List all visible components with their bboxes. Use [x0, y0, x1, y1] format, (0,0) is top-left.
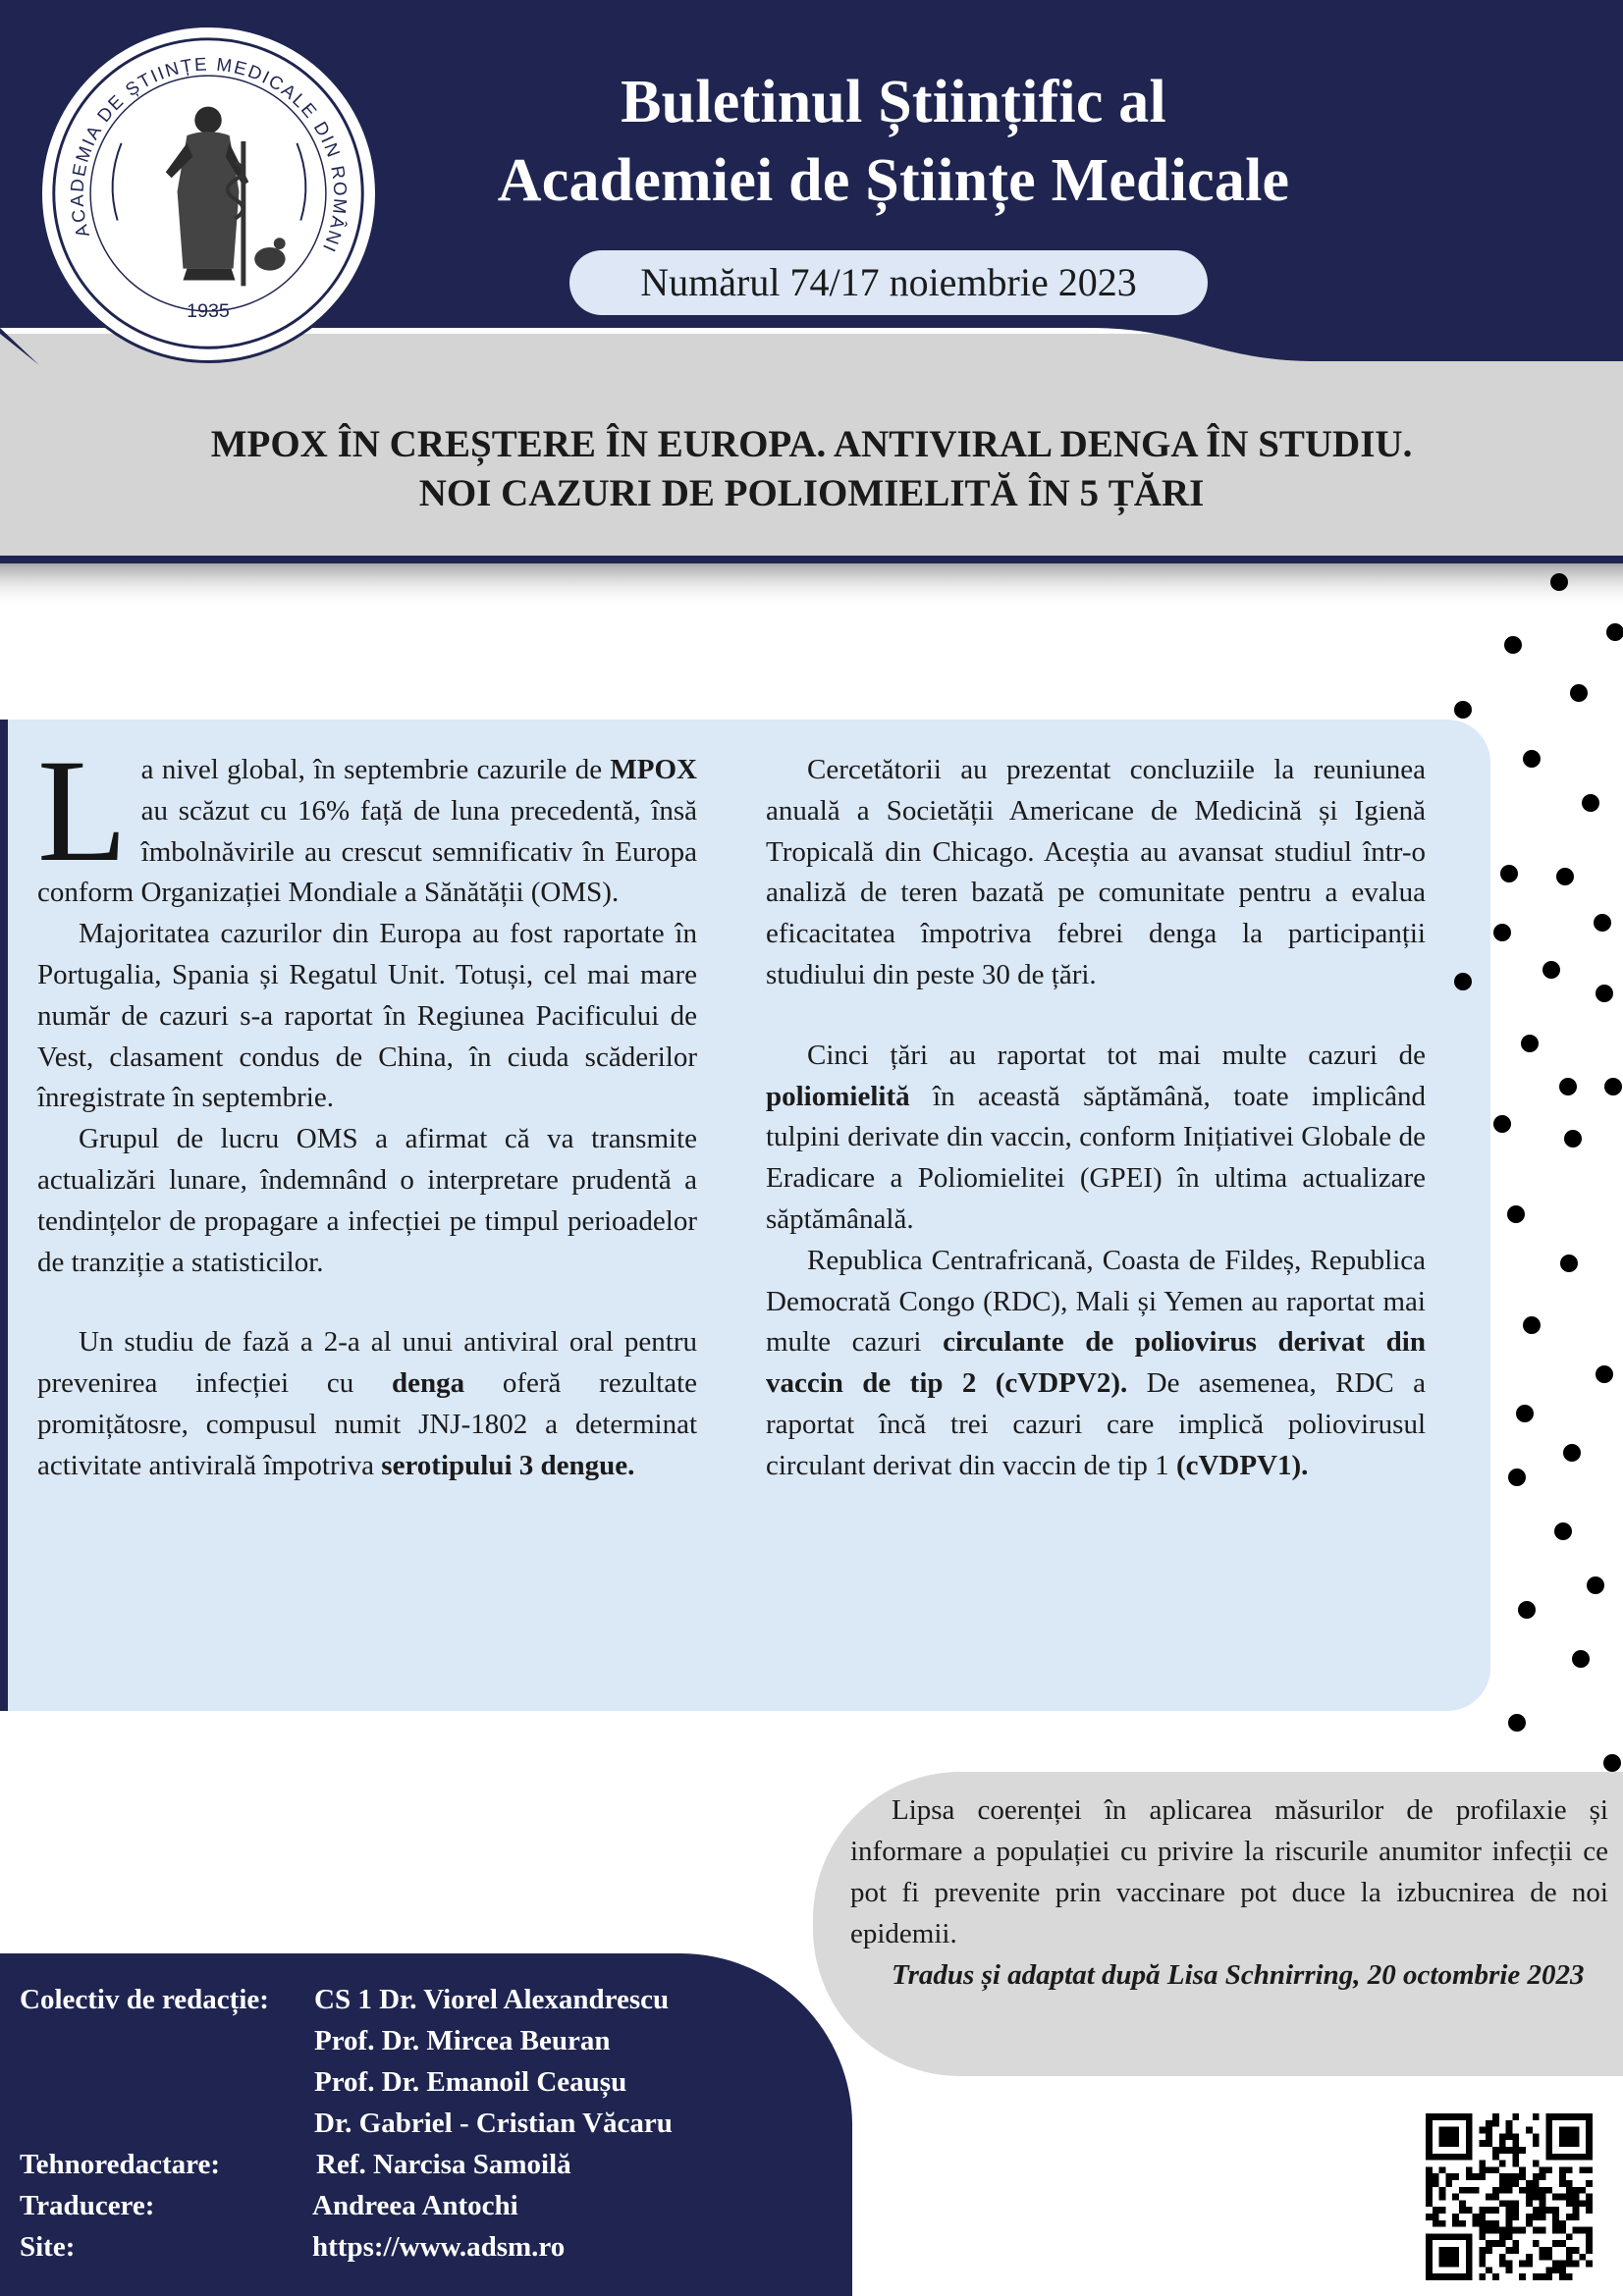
decorative-dot	[1500, 865, 1518, 882]
decorative-dot	[1564, 1130, 1582, 1148]
decorative-dot	[1604, 1078, 1622, 1095]
paragraph-dengue-study: Un studiu de fază a 2-a al unui antiviral oral pentru prevenirea infecției cu denga oferă rezultate promițătosre, compusul numit JNJ-1802 a determinat activitate antivirală împotriva serotipului 3 dengue.	[37, 1326, 697, 1481]
decorative-dot	[1603, 1754, 1621, 1772]
article-right-column	[766, 750, 1426, 1487]
editorial-member: Prof. Dr. Emanoil Ceaușu	[314, 2066, 627, 2098]
site-label: Site:	[20, 2231, 76, 2263]
decorative-dot	[1554, 1522, 1572, 1540]
decorative-dot	[1572, 1650, 1590, 1668]
decorative-dot	[1582, 794, 1599, 812]
decorative-dot	[1521, 1035, 1539, 1052]
paragraph-who-group: Grupul de lucru OMS a afirmat că va transmite actualizări lunare, îndemnând o interpretare prudentă a tendințelor de propagare a infecției pe timpul perioadelor de tranziție a statisticilor.	[37, 1123, 697, 1278]
editorial-team-label: Colectiv de redacție:	[20, 1984, 269, 2015]
paragraph-mpox-global: La nivel global, în septembrie cazurile de MPOX au scăzut cu 16% față de luna precedentă, însă îmbolnăvirile au crescut semnificativ în Europa conform Organizației Mondiale a Sănătății (OMS).	[37, 729, 697, 909]
paragraph-mpox-europe: Majoritatea cazurilor din Europa au fost raportate în Portugalia, Spania și Regatul Unit. Totuși, cel mai mare număr de cazuri s-a raportat în Regiunea Pacificului de Vest, clasament condus de China, în ciuda scăderilor înregistrate în septembrie.	[37, 918, 697, 1114]
editorial-member: Dr. Gabriel - Cristian Văcaru	[314, 2108, 673, 2139]
decorative-dot	[1606, 623, 1623, 641]
paragraph-polio-countries: Cinci țări au raportat tot mai multe cazuri de poliomielită în această săptămână, toate implicând tulpini derivate din vaccin, conform Inițiativei Globale de Eradicare a Poliomielitei (GPEI) în ultima actualizare săptămânală.	[766, 1039, 1426, 1235]
typesetting-value: Ref. Narcisa Samoilă	[316, 2149, 571, 2180]
typesetting-label: Tehnoredactare:	[20, 2149, 221, 2180]
decorative-dot	[1493, 924, 1511, 941]
decorative-dot	[1556, 868, 1574, 885]
translation-value: Andreea Antochi	[312, 2190, 518, 2221]
decorative-dot	[1507, 1205, 1525, 1223]
decorative-dot	[1560, 1255, 1578, 1272]
headline-line1: MPOX ÎN CREȘTERE ÎN EUROPA. ANTIVIRAL DENGA ÎN STUDIU.	[210, 423, 1413, 465]
decorative-dot	[1508, 1714, 1526, 1732]
translation-label: Traducere:	[20, 2190, 155, 2221]
decorative-dot	[1596, 1365, 1613, 1383]
asclepius-seal-icon	[42, 27, 375, 360]
decorative-dot	[1508, 1468, 1526, 1486]
decorative-dot	[1518, 1601, 1536, 1619]
decorative-dot	[1596, 985, 1613, 1002]
drop-cap-letter: L	[37, 729, 128, 892]
bulletin-title-line1: Buletinul Științific al	[621, 69, 1166, 135]
paragraph-polio-cases: Republica Centrafricană, Coasta de Fildeș, Republica Democrată Congo (RDC), Mali și Yemen au raportat mai multe cazuri circulante de poliovirus derivat din vaccin de tip 2 (cVDPV2). De asemenea, RDC a raportat încă trei cazuri care implică poliovirusul circulant derivat din vaccin de tip 1 (cVDPV1).	[766, 1244, 1426, 1481]
decorative-dot	[1563, 1444, 1581, 1462]
paragraph-researchers: Cercetătorii au prezentat concluziile la reuniunea anuală a Societății Americane de Medicină și Igienă Tropicală din Chicago. Aceștia au avansat studiul într-o analiză de teren bazată pe comunitate pentru a evalua eficacitatea împotriva febrei denga la participanții studiului din peste 30 de țări.	[766, 754, 1426, 990]
editorial-member: Prof. Dr. Mircea Beuran	[314, 2025, 611, 2056]
decorative-dot	[1516, 1405, 1534, 1422]
decorative-dot	[1559, 1078, 1577, 1095]
editorial-member: CS 1 Dr. Viorel Alexandrescu	[314, 1984, 670, 2015]
decorative-dot	[1594, 914, 1611, 932]
decorative-dot	[1454, 701, 1472, 719]
quote-text: Lipsa coerenței în aplicarea măsurilor de profilaxie și informare a populației cu privire la riscurile anumitor infecții ce pot fi prevenite prin vaccinare pot duce la izbucnirea de noi epidemii.	[850, 1794, 1608, 1949]
decorative-dot	[1587, 1576, 1604, 1594]
decorative-dot	[1523, 750, 1541, 768]
decorative-dot	[1542, 961, 1560, 979]
headline-line2: NOI CAZURI DE POLIOMIELITĂ ÎN 5 ȚĂRI	[418, 472, 1205, 514]
quote-text-block	[850, 1789, 1608, 1996]
issue-number-badge: Numărul 74/17 noiembrie 2023	[569, 250, 1208, 315]
bulletin-title-line2: Academiei de Științe Medicale	[497, 147, 1290, 214]
decorative-dot	[1550, 573, 1568, 591]
site-link[interactable]: https://www.adsm.ro	[312, 2231, 566, 2263]
qr-code-icon[interactable]	[1426, 2113, 1593, 2280]
logo-year: 1935	[187, 299, 230, 322]
quote-source: Tradus și adaptat după Lisa Schnirring, 20 octombrie 2023	[892, 1959, 1585, 1991]
academy-logo	[39, 25, 378, 363]
decorative-dot	[1454, 973, 1472, 990]
logo-arc-text: ACADEMIA DE ȘTIINȚE MEDICALE DIN ROMÂNI	[66, 53, 352, 257]
decorative-dot	[1504, 636, 1522, 654]
article-left-column	[37, 729, 697, 1487]
decorative-dot	[1570, 684, 1588, 702]
decorative-dot	[1523, 1316, 1541, 1334]
decorative-dot	[1493, 1115, 1511, 1133]
